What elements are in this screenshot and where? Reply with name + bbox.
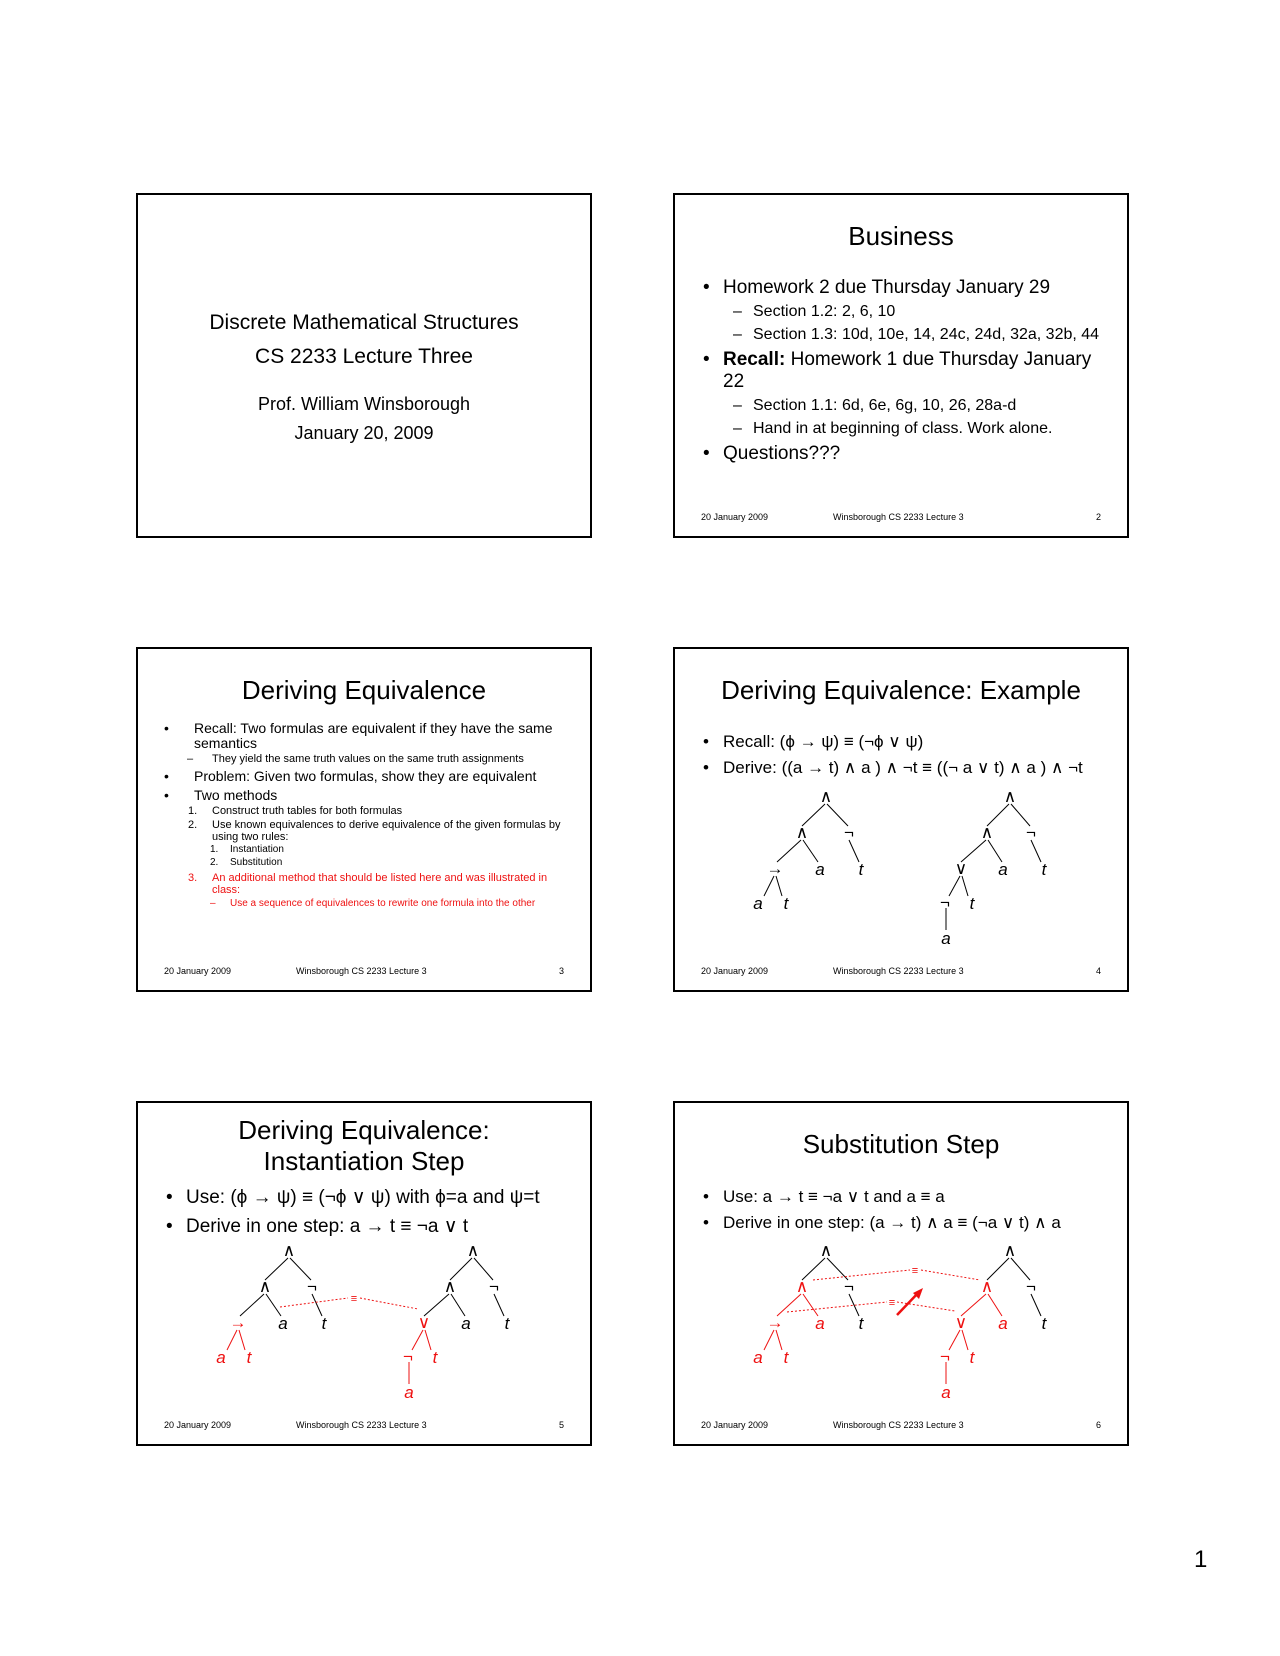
slide-1-lecture: CS 2233 Lecture Three: [255, 345, 473, 368]
tree-2-inner-and: ∧: [443, 1277, 457, 1296]
slide-2-number: 2: [1095, 512, 1101, 522]
tree-2-inner-not: ¬: [940, 1347, 950, 1366]
tree-2-t: t: [1041, 860, 1047, 879]
tree-1-a: a: [815, 1314, 825, 1333]
slide-5-title-line-2: Instantiation Step: [263, 1146, 465, 1176]
bullet-recall-implication: • Recall: (ϕ → ψ) ≡ (¬ϕ ∨ ψ): [701, 731, 1117, 753]
tree-2-inner-and: ∧: [980, 1277, 994, 1296]
slide-1-title: [136, 193, 592, 538]
slide-1-course-title: Discrete Mathematical Structures: [209, 311, 519, 334]
tree-2-leaf-a: a: [404, 1383, 414, 1402]
page-number: 1: [1194, 1546, 1208, 1573]
tree-1-inner-and: ∧: [795, 823, 809, 842]
tree-2-inner-not: ¬: [940, 893, 950, 912]
tree-1-leaf-a: a: [753, 894, 763, 913]
slide-4-footer-course: Winsborough CS 2233 Lecture 3: [833, 966, 964, 976]
tree-1-inner-and: ∧: [258, 1277, 272, 1296]
bullet-use-instantiation: • Use: (ϕ → ψ) ≡ (¬ϕ ∨ ψ) with ϕ=a and ψ=t: [164, 1187, 580, 1209]
slide-5-instantiation: [136, 1101, 592, 1446]
tree-1-root-and: ∧: [819, 1241, 833, 1260]
slide-3-deriving-equivalence: [136, 647, 592, 992]
equivalence-mark: ≡: [350, 1293, 358, 1305]
slide-6-title: Substitution Step: [802, 1129, 1000, 1159]
tree-2-or: ∨: [417, 1313, 431, 1332]
slide-5-footer-date: 20 January 2009: [164, 1420, 232, 1430]
tree-2-leaf-a: a: [941, 929, 951, 948]
tree-2-not: ¬: [1026, 823, 1036, 842]
tree-2-not: ¬: [489, 1277, 499, 1296]
bullet-same-truth-values: – They yield the same truth values on the same truth assignments: [187, 753, 524, 765]
slide-1-author: Prof. William Winsborough: [257, 394, 471, 414]
tree-2-or: ∨: [954, 1313, 968, 1332]
slide-6-substitution: [673, 1101, 1129, 1446]
method-truth-tables: 1. Construct truth tables for both formulas: [188, 805, 403, 817]
tree-2-leaf-t: t: [432, 1348, 438, 1367]
slide-3-footer-course: Winsborough CS 2233 Lecture 3: [296, 966, 427, 976]
tree-1-implies: →: [229, 1313, 247, 1332]
bullet-hw2-section-1-2: – Section 1.2: 2, 6, 10: [733, 303, 896, 320]
equivalence-mark-lower: ≡: [888, 1297, 896, 1309]
slide-1-date: January 20, 2009: [294, 423, 434, 443]
slide-6-formula-trees: [675, 1103, 1131, 1448]
slide-2-title: Business: [848, 221, 954, 251]
tree-2-a: a: [998, 860, 1008, 879]
tree-1-leaf-a: a: [753, 1348, 763, 1367]
tree-1-t: t: [858, 860, 864, 879]
tree-1-not: ¬: [307, 1277, 317, 1296]
bullet-questions: • Questions???: [701, 443, 1107, 465]
slide-4-formula-trees: [675, 649, 1131, 994]
tree-1-leaf-t: t: [783, 1348, 789, 1367]
tree-2-leaf-a: a: [941, 1383, 951, 1402]
tree-1-not: ¬: [844, 1277, 854, 1296]
tree-1-a: a: [278, 1314, 288, 1333]
tree-2-or: ∨: [954, 859, 968, 878]
tree-1-t: t: [321, 1314, 327, 1333]
method-sequence-of-equivalences: – Use a sequence of equivalences to rewrite one formula into the other: [210, 898, 536, 909]
slide-3-number: 3: [558, 966, 564, 976]
slide-5-title-line-1: Deriving Equivalence:: [238, 1115, 490, 1145]
method-additional: 3. An additional method that should be listed here and was illustrated in class:: [188, 872, 548, 896]
tree-2-t: t: [1041, 1314, 1047, 1333]
tree-1-not: ¬: [844, 823, 854, 842]
bullet-hw2-section-1-3: – Section 1.3: 10d, 10e, 14, 24c, 24d, 32a, 32b, 44: [733, 326, 1100, 343]
slide-4-footer-date: 20 January 2009: [701, 966, 769, 976]
rule-substitution: 2. Substitution: [210, 857, 283, 868]
bullet-recall-homework-1: • Recall: Homework 1 due Thursday January 22: [701, 349, 1107, 393]
equivalence-mark-upper: ≡: [911, 1265, 919, 1277]
tree-1-leaf-t: t: [246, 1348, 252, 1367]
tree-1-leaf-a: a: [216, 1348, 226, 1367]
slide-2-footer-course: Winsborough CS 2233 Lecture 3: [833, 512, 964, 522]
slide-2-footer-date: 20 January 2009: [701, 512, 769, 522]
slide-3-footer-date: 20 January 2009: [164, 966, 232, 976]
slide-6-footer-course: Winsborough CS 2233 Lecture 3: [833, 1420, 964, 1430]
bullet-problem: • Problem: Given two formulas, show they are equivalent: [138, 769, 570, 784]
tree-2-inner-and: ∧: [980, 823, 994, 842]
tree-2-t: t: [504, 1314, 510, 1333]
bullet-recall-equivalent: • Recall: Two formulas are equivalent if they have the same semantics: [138, 721, 570, 751]
slide-3-title: Deriving Equivalence: [241, 675, 487, 705]
tree-1-a: a: [815, 860, 825, 879]
tree-1-leaf-t: t: [783, 894, 789, 913]
method-known-equivalences: 2. Use known equivalences to derive equivalence of the given formulas by using two rules:: [188, 819, 561, 843]
slide-4-title: Deriving Equivalence: Example: [721, 675, 1081, 705]
bullet-hw1-section-1-1: – Section 1.1: 6d, 6e, 6g, 10, 26, 28a-d: [733, 397, 1017, 414]
slide-6-number: 6: [1095, 1420, 1101, 1430]
tree-1-t: t: [858, 1314, 864, 1333]
tree-2-a: a: [998, 1314, 1008, 1333]
slide-2-business: [673, 193, 1129, 538]
tree-2-leaf-t: t: [969, 894, 975, 913]
rule-instantiation: 1. Instantiation: [210, 844, 284, 855]
tree-2-leaf-t: t: [969, 1348, 975, 1367]
bullet-derive-one-step: • Derive in one step: a → t ≡ ¬a ∨ t: [164, 1216, 580, 1238]
bullet-use-substitution: • Use: a → t ≡ ¬a ∨ t and a ≡ a: [701, 1186, 1117, 1208]
tree-2-root-and: ∧: [466, 1241, 480, 1260]
slide-5-formula-trees: [138, 1103, 594, 1448]
slide-6-footer-date: 20 January 2009: [701, 1420, 769, 1430]
tree-1-inner-and: ∧: [795, 1277, 809, 1296]
tree-2-not: ¬: [1026, 1277, 1036, 1296]
tree-1-implies: →: [766, 1313, 784, 1332]
bullet-two-methods: • Two methods: [138, 788, 570, 803]
tree-2-root-and: ∧: [1003, 787, 1017, 806]
slide-4-example: [673, 647, 1129, 992]
tree-1-root-and: ∧: [282, 1241, 296, 1260]
tree-2-root-and: ∧: [1003, 1241, 1017, 1260]
tree-1-root-and: ∧: [819, 787, 833, 806]
bullet-hand-in: – Hand in at beginning of class. Work alone.: [733, 420, 1053, 437]
slide-4-number: 4: [1095, 966, 1101, 976]
slide-5-footer-course: Winsborough CS 2233 Lecture 3: [296, 1420, 427, 1430]
tree-2-inner-not: ¬: [403, 1347, 413, 1366]
tree-1-implies: →: [766, 859, 784, 878]
slide-5-number: 5: [558, 1420, 564, 1430]
bullet-derive: • Derive: ((a → t) ∧ a ) ∧ ¬t ≡ ((¬ a ∨ t) ∧ a ) ∧ ¬t: [701, 757, 1117, 779]
tree-2-a: a: [461, 1314, 471, 1333]
bullet-derive-substitution: • Derive in one step: (a → t) ∧ a ≡ (¬a ∨ t) ∧ a: [701, 1212, 1117, 1234]
bullet-homework-2: • Homework 2 due Thursday January 29: [701, 277, 1107, 299]
